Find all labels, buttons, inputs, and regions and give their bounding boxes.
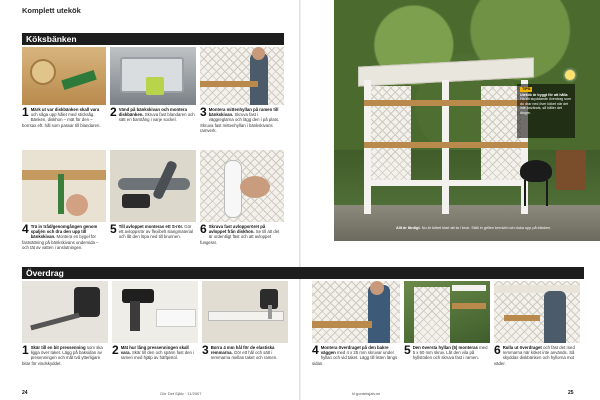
section-title: Överdrag xyxy=(26,268,64,278)
page-kicker: Komplett utekök xyxy=(22,6,81,15)
step-kitchen-6 xyxy=(200,150,284,260)
step-kitchen-2 xyxy=(110,47,196,137)
grill xyxy=(520,160,552,182)
step-photo xyxy=(200,150,284,222)
step-photo xyxy=(200,47,284,105)
step-lead: Trä in tråd/genomgången genom spaljén och dra den upp till bänkskivan. xyxy=(30,224,98,240)
step-body: Skär till den och spänn fast den i ramen med hjälp av häftpistol. xyxy=(120,350,195,361)
step-caption xyxy=(494,345,580,366)
lightbulb-icon xyxy=(565,70,575,80)
tip-label: TIPS xyxy=(522,87,531,91)
step-body: och fäst det med remmarna när köket inte används. Så skyddas diskbänken och hyllorna mot väder. xyxy=(494,345,575,366)
outdoor-kitchen xyxy=(364,80,528,214)
step-number: 2 xyxy=(112,343,119,357)
step-photo xyxy=(22,281,108,343)
step-number: 3 xyxy=(200,105,207,119)
step-lead: Montera mittenhyllan på ramen till bänkskivan. xyxy=(208,107,279,118)
step-top-6 xyxy=(494,281,580,387)
step-body: Gör ett hål och sätt i remmarna mellan taket och ramen. xyxy=(210,350,278,361)
step-caption xyxy=(200,224,284,245)
step-top-2 xyxy=(112,281,198,387)
step-top-3 xyxy=(202,281,288,387)
step-photo xyxy=(110,150,196,222)
step-caption xyxy=(112,345,198,361)
step-number: 4 xyxy=(22,222,29,236)
step-kitchen-5 xyxy=(110,150,196,260)
step-caption xyxy=(202,345,288,361)
hero-caption-body: Nu är köket klart att ta i bruk. Ställ in grillen bredvid och duka upp på bänken. xyxy=(421,226,552,230)
step-top-4 xyxy=(312,281,400,387)
step-number: 5 xyxy=(404,343,411,357)
step-photo xyxy=(110,47,196,105)
step-body: Skruva fast blandaren och sätt en barstång i varje sockel. xyxy=(118,112,195,123)
step-body: Skruva fast i väggreglarna och lägg den i på plats. Skruva fast mittenhyllan i bänkskivans ramverk. xyxy=(200,112,280,133)
step-lead: Till avloppet monteras ett S-rör. xyxy=(118,224,184,229)
step-photo xyxy=(494,281,580,343)
step-body: Se till att det är ordentligt fäst och att avloppet fungerar. xyxy=(200,229,280,245)
step-top-1 xyxy=(22,281,108,387)
hero-caption-lead: Allt är färdigt. xyxy=(396,226,421,230)
step-kitchen-3 xyxy=(200,47,284,137)
step-caption xyxy=(22,345,108,366)
step-lead: Borra 4 mm hål för de elastiska remmarna. xyxy=(210,345,275,356)
step-body: med 5 x 60 mm skruv. Låt den vila på hyllstöden och skruva fast i ramen. xyxy=(412,345,488,361)
step-lead: Den översta hyllan (5) monteras xyxy=(412,345,478,350)
step-photo xyxy=(404,281,490,343)
step-body: Gör ett avloppsrör av flexibelt slangmaterial och låt den löpa ned till brunnen. xyxy=(118,224,193,240)
step-lead: Skär till en bit pressenning xyxy=(30,345,86,350)
section-header-kitchen xyxy=(22,33,284,45)
step-caption xyxy=(200,107,284,133)
chair xyxy=(556,150,586,190)
step-number: 3 xyxy=(202,343,209,357)
tip-title: Utekök är byggt för att hålla xyxy=(520,92,568,97)
page-gutter xyxy=(299,0,301,400)
step-top-5 xyxy=(404,281,490,387)
step-lead: Montera överdraget på den bakre väggen xyxy=(320,345,389,356)
section-title: Köksbänken xyxy=(26,34,77,44)
magazine-issue: Gör Det Själv · 11/2007 xyxy=(160,391,202,396)
step-lead: Rulla ut överdraget xyxy=(502,345,542,350)
step-lead: Märk ut var diskbänken skall vara xyxy=(30,107,100,112)
step-body: som ska ligga över taket. Lägg på baksidan av presenningen och måt två ytterligare bitar för vindskyddet. xyxy=(22,345,103,366)
step-number: 4 xyxy=(312,343,319,357)
step-number: 6 xyxy=(200,222,207,236)
step-photo xyxy=(22,150,106,222)
page-number-right: 25 xyxy=(568,390,574,396)
step-lead: Mät hur lång pressenningen skall vara. xyxy=(120,345,189,356)
step-number: 2 xyxy=(110,105,117,119)
page-number-left: 24 xyxy=(22,390,28,396)
step-photo xyxy=(22,47,106,105)
step-lead: Skruva fast avloppsröret på avloppet från diskhon. xyxy=(208,224,266,235)
step-body: med 4 x 25 mm skruvar under hyllan och vid taket. Lägg till listen längs sidan. xyxy=(312,350,398,366)
section-header-top xyxy=(22,267,584,279)
hero-caption xyxy=(396,226,582,231)
step-body: Montera en bygel för fastsättning på bänkskivans undersida – och tät av vatten i anslutningen. xyxy=(22,234,99,250)
step-kitchen-1 xyxy=(22,47,106,137)
step-photo xyxy=(202,281,288,343)
step-photo xyxy=(112,281,198,343)
step-body: och såga upp hålet med sticksåg. Bänken, diskhon – mät för den – borrsax eft. hål som passar till blandaren. xyxy=(22,112,101,128)
step-caption xyxy=(22,224,106,250)
tip-box xyxy=(517,84,575,138)
step-number: 1 xyxy=(22,105,29,119)
step-kitchen-4 xyxy=(22,150,106,260)
step-caption xyxy=(404,345,490,361)
step-number: 5 xyxy=(110,222,117,236)
step-lead: Vänd på bänkskivan och montera diskbänken. xyxy=(118,107,187,118)
step-caption xyxy=(22,107,106,128)
step-caption xyxy=(312,345,400,366)
magazine-site: kl.gordetsjalv.se xyxy=(352,391,381,396)
step-photo xyxy=(312,281,400,343)
step-caption xyxy=(110,107,196,123)
step-number: 1 xyxy=(22,343,29,357)
step-caption xyxy=(110,224,196,240)
tip-body: Ha ett skyddande överdrag som du drar ned över köket när det inte används, så håller det längre. xyxy=(520,97,571,115)
step-number: 6 xyxy=(494,343,501,357)
